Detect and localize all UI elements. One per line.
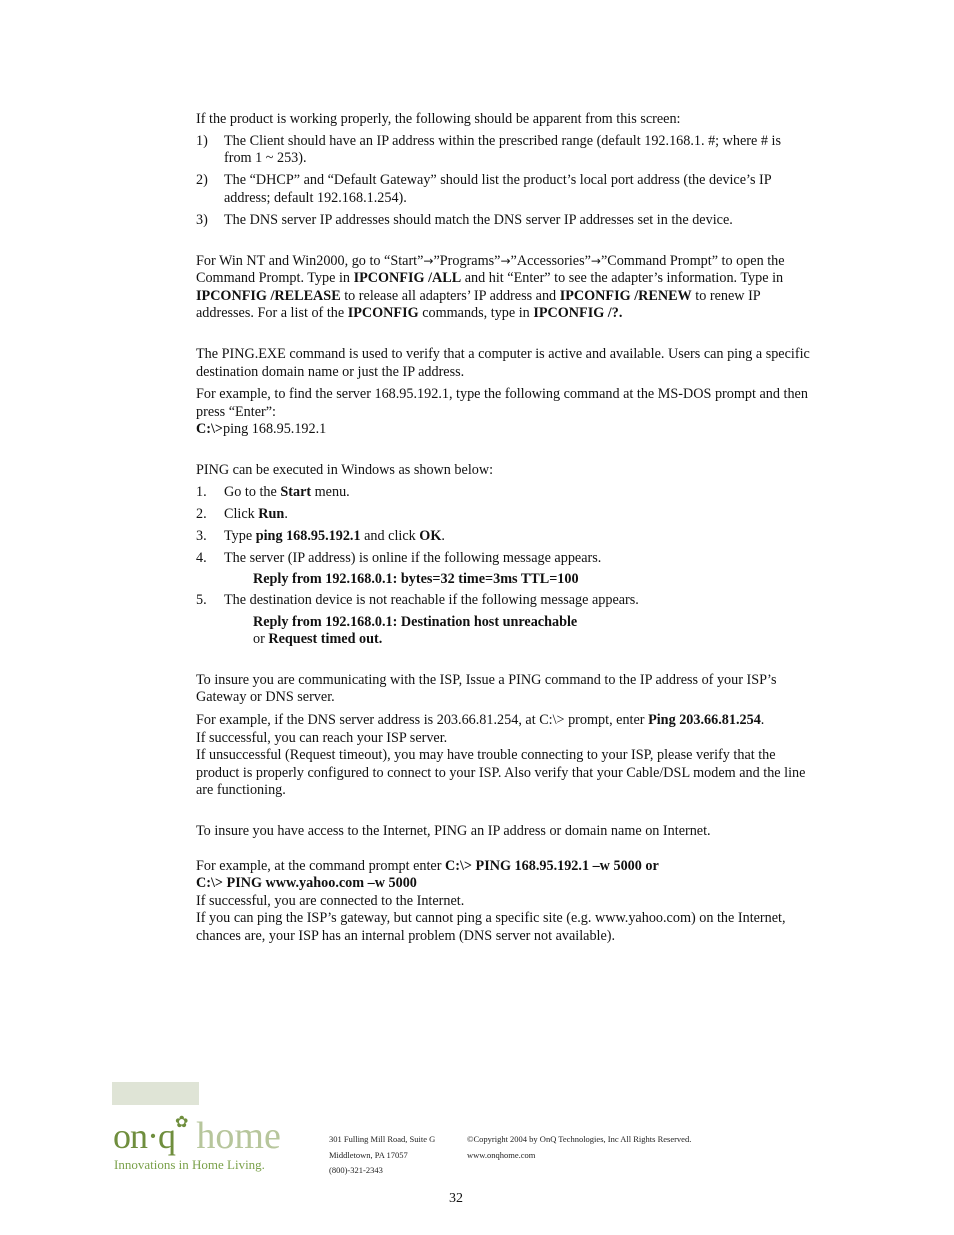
page-number: 32 bbox=[449, 1191, 463, 1206]
internet-example: For example, at the command prompt enter C:\> PING 168.95.192.1 –w 5000 or bbox=[196, 857, 659, 874]
arrow-icon: → bbox=[500, 253, 511, 268]
isp-example: For example, if the DNS server address is 203.66.81.254, at C:\> prompt, enter Ping 203.66.81.254. bbox=[196, 711, 765, 728]
list-item: 1) The Client should have an IP address within the prescribed range (default 192.168.1. #; where # is from 1 ~ 253). bbox=[196, 132, 781, 167]
isp-success: If successful, you can reach your ISP server. bbox=[196, 729, 448, 746]
onq-logo: on·q✿ home bbox=[113, 1112, 281, 1157]
intro-text: If the product is working properly, the following should be apparent from this screen: bbox=[196, 111, 681, 127]
list-item: 3. Type ping 168.95.192.1 and click OK. bbox=[196, 527, 445, 544]
checks-list bbox=[196, 133, 812, 230]
document-body bbox=[196, 111, 812, 945]
list-item: 3) The DNS server IP addresses should match the DNS server IP addresses set in the device. bbox=[196, 211, 733, 228]
reply-unreachable: Reply from 192.168.0.1: Destination host unreachable bbox=[253, 613, 578, 630]
arrow-icon: → bbox=[590, 253, 601, 268]
list-item: 1. Go to the Start menu. bbox=[196, 483, 350, 500]
internet-success: If successful, you are connected to the Internet. bbox=[196, 892, 465, 909]
reply-online: Reply from 192.168.0.1: bytes=32 time=3ms TTL=100 bbox=[253, 570, 579, 587]
internet-intro: To insure you have access to the Internet, PING an IP address or domain name on Internet. bbox=[196, 822, 711, 839]
clover-icon: ✿ bbox=[175, 1112, 189, 1131]
company-address: 301 Fulling Mill Road, Suite G Middletown, PA 17057 (800)-321-2343 bbox=[329, 1134, 436, 1175]
footer-accent-bar bbox=[112, 1082, 199, 1105]
winnt-paragraph: For Win NT and Win2000, go to “Start”→”Programs”→”Accessories”→”Command Prompt” to open the Command Prompt. Type in IPCONFIG /ALL and hit “Enter” to see the adapter’s information. Type in IPCONFIG /RELEASE to release all adapters’ IP address and IPCONFIG /RENEW to renew IP addresses. For a list of the IPCONFIG commands, type in IPCONFIG /?. bbox=[196, 252, 785, 322]
ping-intro: The PING.EXE command is used to verify that a computer is active and available. Users can ping a specific destination domain name or just the IP address. bbox=[196, 345, 810, 380]
list-item: 2. Click Run. bbox=[196, 505, 288, 522]
ping-command: C:\>ping 168.95.192.1 bbox=[196, 421, 327, 438]
tagline: Innovations in Home Living. bbox=[114, 1157, 265, 1172]
reply-timeout: or Request timed out. bbox=[253, 631, 383, 648]
ping-windows-intro: PING can be executed in Windows as shown below: bbox=[196, 461, 494, 478]
internet-fail: If you can ping the ISP’s gateway, but cannot ping a specific site (e.g. www.yahoo.com) on the Internet, chances are, your ISP has an internal problem (DNS server not available). bbox=[196, 910, 786, 944]
list-item: 4. The server (IP address) is online if the following message appears. bbox=[196, 549, 602, 566]
list-item: 5. The destination device is not reachable if the following message appears. bbox=[196, 592, 639, 609]
ping-example: For example, to find the server 168.95.192.1, type the following command at the MS-DOS prompt and then press “Enter”: bbox=[196, 386, 808, 420]
copyright-block: ©Copyright 2004 by OnQ Technologies, Inc All Rights Reserved. www.onqhome.com bbox=[467, 1132, 691, 1163]
arrow-icon: → bbox=[423, 253, 434, 268]
website-link[interactable]: www.onqhome.com bbox=[467, 1149, 536, 1160]
list-item: 2) The “DHCP” and “Default Gateway” should list the product’s local port address (the device’s IP address; default 192.168.1.254). bbox=[196, 172, 772, 206]
ping-steps-list bbox=[196, 484, 812, 649]
internet-command-2: C:\> PING www.yahoo.com –w 5000 bbox=[196, 875, 417, 892]
isp-intro: To insure you are communicating with the ISP, Issue a PING command to the IP address of your ISP’s Gateway or DNS server. bbox=[196, 671, 777, 706]
isp-fail: If unsuccessful (Request timeout), you may have trouble connecting to your ISP, please verify that the product is properly configured to connect to your ISP. Also verify that your Cable/DSL modem and the line are functioning. bbox=[196, 747, 806, 799]
